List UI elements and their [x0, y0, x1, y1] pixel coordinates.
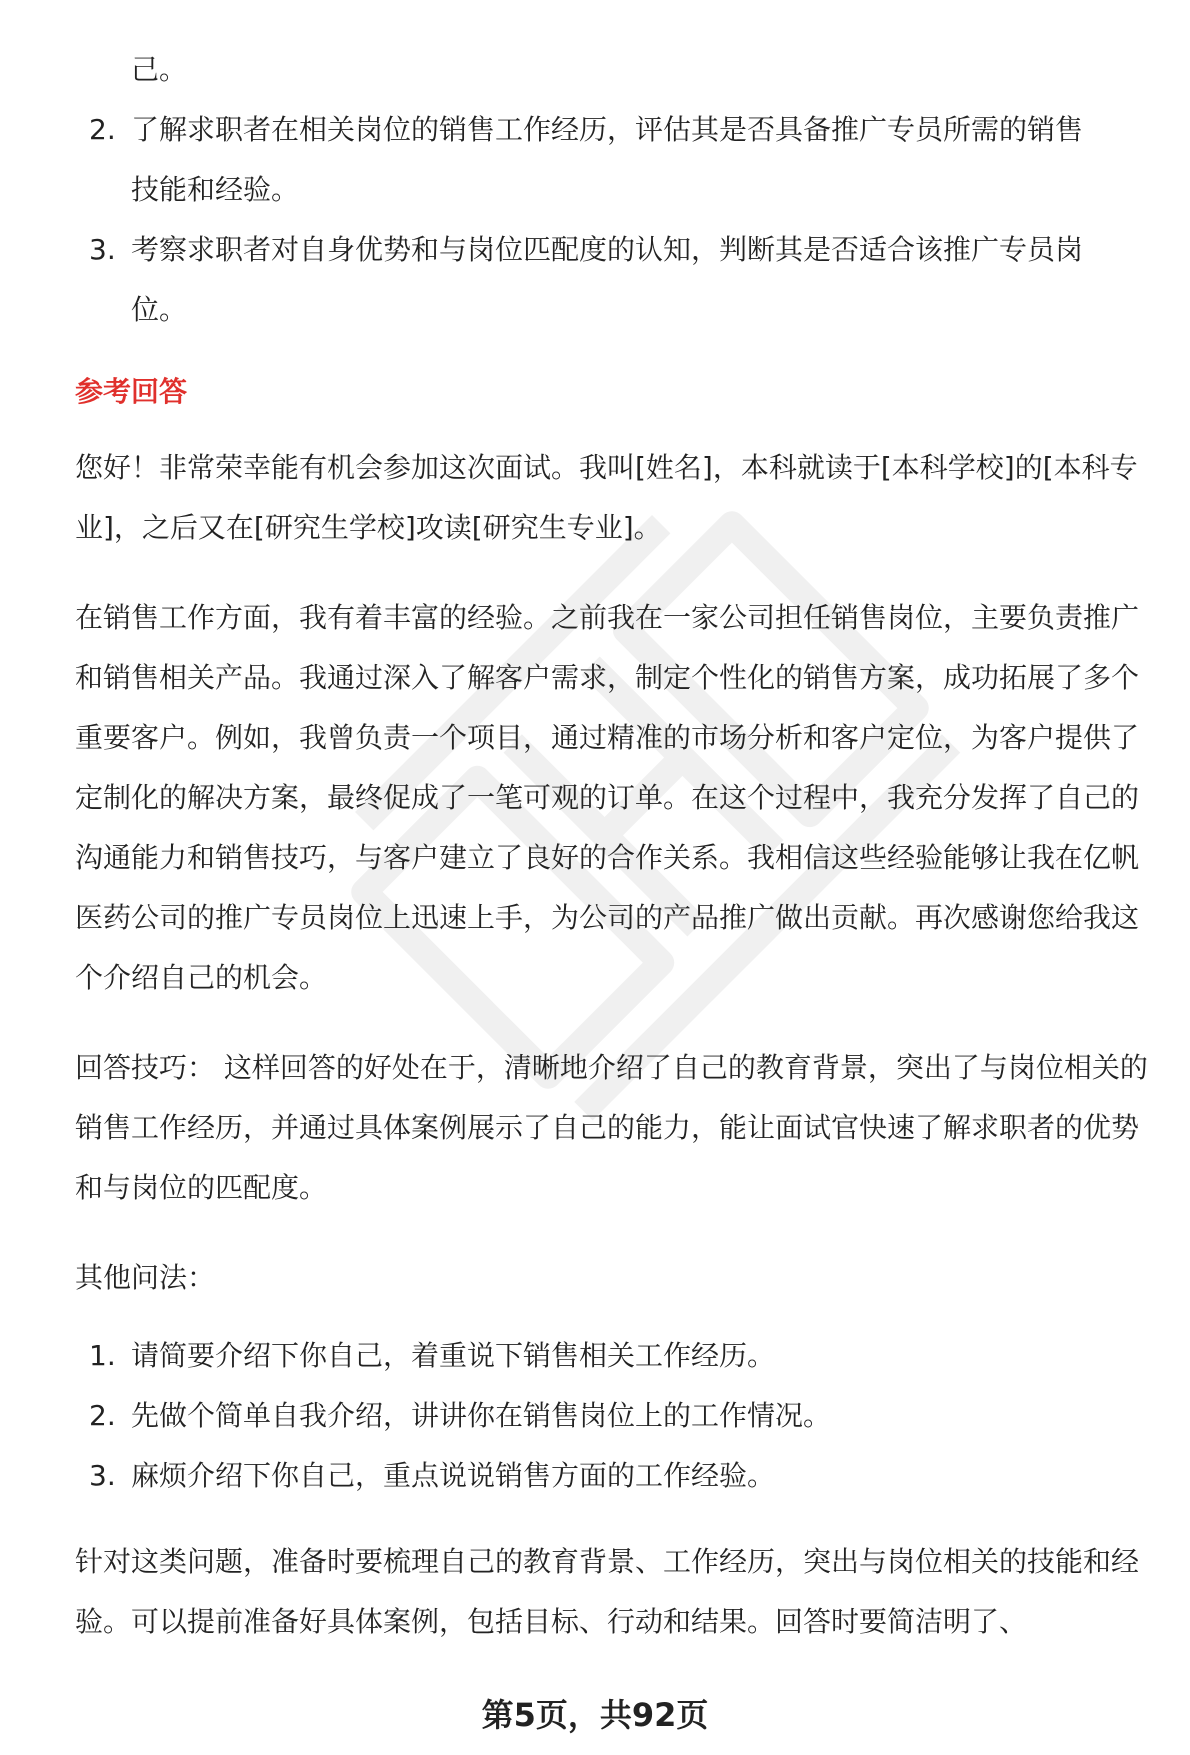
other-questions-list	[75, 1326, 1165, 1506]
list-item-line: 位。	[131, 293, 188, 326]
paragraph-intro: 您好！非常荣幸能有机会参加这次面试。我叫[姓名]，本科就读于[本科学校]的[本科专业]，之后又在[研究生学校]攻读[研究生专业]。	[75, 451, 1138, 544]
list-item	[75, 1326, 1165, 1386]
list-number: 2.	[89, 113, 116, 146]
list-item-line: 考察求职者对自身优势和与岗位匹配度的认知，判断其是否适合该推广专员岗	[131, 233, 1084, 266]
list-item	[75, 1446, 1165, 1506]
list-item	[75, 100, 1165, 220]
paragraph-tips: 回答技巧： 这样回答的好处在于，清晰地介绍了自己的教育背景，突出了与岗位相关的销售工作经历，并通过具体案例展示了自己的能力，能让面试官快速了解求职者的优势和与岗位的匹配度。	[75, 1051, 1148, 1204]
list-item-line: 技能和经验。	[131, 173, 300, 206]
paragraph-closing: 针对这类问题，准备时要梳理自己的教育背景、工作经历，突出与岗位相关的技能和经验。可以提前准备好具体案例，包括目标、行动和结果。回答时要简洁明了、	[75, 1545, 1140, 1638]
list-number: 2.	[89, 1399, 116, 1432]
list-number: 3.	[89, 1459, 116, 1492]
list-item-text: 请简要介绍下你自己，着重说下销售相关工作经历。	[131, 1339, 776, 1372]
paragraph-other-label: 其他问法：	[75, 1261, 216, 1294]
list-item	[75, 220, 1165, 340]
section-heading: 参考回答	[75, 375, 188, 408]
page-number-footer: 第5页，共92页	[481, 1696, 709, 1734]
criteria-list	[75, 100, 1165, 340]
list-item-text: 先做个简单自我介绍，讲讲你在销售岗位上的工作情况。	[131, 1399, 832, 1432]
list-number: 3.	[89, 233, 116, 266]
document-body	[75, 40, 1165, 1682]
list-item-text: 麻烦介绍下你自己，重点说说销售方面的工作经验。	[131, 1459, 776, 1492]
paragraph-experience: 在销售工作方面，我有着丰富的经验。之前我在一家公司担任销售岗位，主要负责推广和销售相关产品。我通过深入了解客户需求，制定个性化的销售方案，成功拓展了多个重要客户。例如，我曾负责一个项目，通过精准的市场分析和客户定位，为客户提供了定制化的解决方案，最终促成了一笔可观的订单。在这个过程中，我充分发挥了自己的沟通能力和销售技巧，与客户建立了良好的合作关系。我相信这些经验能够让我在亿帆医药公司的推广专员岗位上迅速上手，为公司的产品推广做出贡献。再次感谢您给我这个介绍自己的机会。	[75, 601, 1140, 994]
list-item	[75, 1386, 1165, 1446]
list-number: 1.	[89, 1339, 116, 1372]
list-item-line: 了解求职者在相关岗位的销售工作经历，评估其是否具备推广专员所需的销售	[131, 113, 1084, 146]
intro-tail: 己。	[131, 53, 188, 86]
